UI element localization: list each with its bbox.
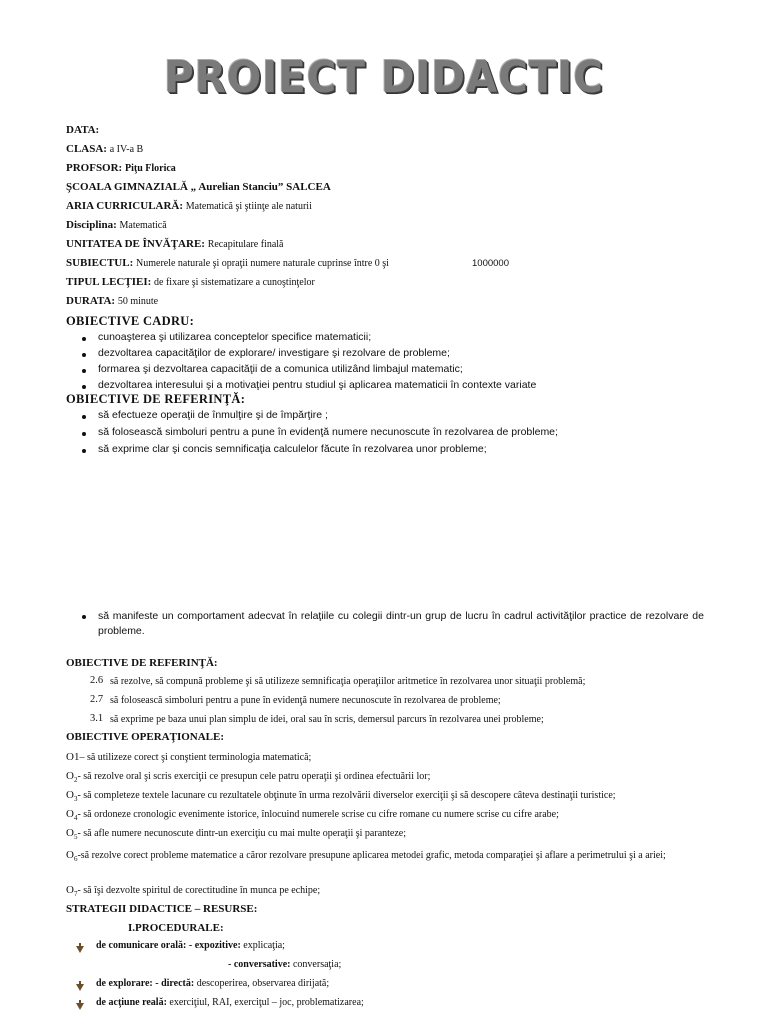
list-item-number: 2.6	[90, 675, 104, 686]
comunicare-orala-item: de comunicare orală: - expozitive: explicaţia;	[96, 940, 285, 951]
list-item: $O_3-$ să completeze textele lacunare cu rezultatele obţinute în urma rezolvării diverselor exerciţii şi să descopere câteva destinaţii turistice;	[66, 789, 616, 803]
durata-field: DURATA: 50 minute	[66, 295, 159, 307]
explorare-item: de explorare: - directă: descoperirea, observarea dirijată;	[96, 978, 330, 989]
bullet-icon	[82, 449, 86, 453]
list-item: $O_6-să$ rezolve corect probleme matematice a căror rezolvare presupune aplicarea metodei grafic, metoda comparaţiei şi aflare a perimetrului şi a ariei;	[66, 849, 666, 863]
list-item-number: 3.1	[90, 713, 104, 724]
list-item: să exprime pe baza unui plan simplu de idei, oral sau în scris, demersul parcurs în rezolvarea unei probleme;	[110, 714, 544, 725]
list-item: cunoaşterea şi utilizarea conceptelor specifice matematicii;	[98, 331, 372, 343]
list-item: formarea şi dezvoltarea capacităţii de a comunica utilizând limbajul matematic;	[98, 363, 463, 375]
procedurale-heading: I.PROCEDURALE:	[128, 922, 224, 934]
list-item-number: 2.7	[90, 694, 104, 705]
list-item: dezvoltarea capacităţilor de explorare/ investigare şi rezolvare de probleme;	[98, 347, 450, 359]
list-item: să exprime clar şi concis semnificaţia calculelor făcute în rezolvarea unor probleme;	[98, 443, 487, 455]
comportament-item: să manifeste un comportament adecvat în relaţiile cu colegii dintr-un grup de lucru în cadrul activităţilor practice de rezolvare de probleme.	[98, 610, 704, 637]
list-item: $O_4-$ să ordoneze cronologic evenimente istorice, înlocuind numerele scrise cu cifre romane cu numere scrise cu cifre arabe;	[66, 808, 559, 822]
obiective-referinta-2-heading: OBIECTIVE DE REFERINŢĂ:	[66, 657, 218, 669]
aria-field: ARIA CURRICULARĂ: Matematică şi ştiinţe ale naturii	[66, 200, 312, 212]
obiective-cadru-heading: OBIECTIVE CADRU:	[66, 314, 195, 328]
arrow-down-icon	[76, 1003, 84, 1010]
arrow-down-icon	[76, 984, 84, 991]
subiectul-number: 1000000	[472, 258, 509, 269]
clasa-field: CLASA: a IV-a B	[66, 143, 144, 155]
list-item: dezvoltarea interesului şi a motivaţiei pentru studiul şi aplicarea matematicii în contexte variate	[98, 379, 537, 391]
list-item: să efectueze operaţii de înmulţire şi de împărţire ;	[98, 409, 328, 421]
list-item: să rezolve, să compună probleme şi să utilizeze semnificaţia operaţiilor aritmetice în rezolvarea unor situaţii problemă;	[110, 676, 586, 687]
list-item: $O_2-$ să rezolve oral şi scris exerciţii ce presupun cele patru operaţii şi ordinea efectuării lor;	[66, 770, 431, 784]
bullet-icon	[82, 353, 86, 357]
bullet-icon	[82, 615, 86, 619]
profesor-field: PROFSOR: Piţu Florica	[66, 162, 176, 174]
unitatea-field: UNITATEA DE ÎNVĂŢARE: Recapitulare finală	[66, 238, 284, 250]
arrow-down-icon	[76, 946, 84, 953]
scoala-field: ŞCOALA GIMNAZIALĂ „ Aurelian Stanciu” SALCEA	[66, 181, 331, 193]
subiectul-field: SUBIECTUL: Numerele naturale şi opraţii numere naturale cuprinse între 0 şi	[66, 257, 389, 269]
bullet-icon	[82, 415, 86, 419]
strategii-heading: STRATEGII DIDACTICE – RESURSE:	[66, 903, 258, 915]
bullet-icon	[82, 385, 86, 389]
tipul-field: TIPUL LECŢIEI: de fixare şi sistematizare a cunoştinţelor	[66, 276, 315, 288]
conversative-item: - conversative: conversaţia;	[228, 959, 342, 970]
actiune-reala-item: de acţiune reală: exerciţiul, RAI, exerciţul – joc, problematizarea;	[96, 997, 364, 1008]
disciplina-field: Disciplina: Matematică	[66, 219, 167, 231]
list-item: să folosească simboluri pentru a pune în evidenţă numere necunoscute în rezolvarea de probleme;	[98, 426, 558, 438]
bullet-icon	[82, 337, 86, 341]
list-item: $O_5-$ să afle numere necunoscute dintr-un exerciţiu cu mai multe operaţii şi paranteze;	[66, 827, 407, 841]
data-field: DATA:	[66, 124, 100, 136]
list-item: să folosească simboluri pentru a pune în evidenţă numere necunoscute în rezolvarea de probleme;	[110, 695, 501, 706]
obiective-referinta-heading: OBIECTIVE DE REFERINŢĂ:	[66, 392, 246, 406]
list-item: $O_7-$ să îşi dezvolte spiritul de corectitudine în munca pe echipe;	[66, 884, 321, 898]
obiective-operationale-heading: OBIECTIVE OPERAŢIONALE:	[66, 731, 225, 743]
bullet-icon	[82, 432, 86, 436]
page-title: PROIECT DIDACTIC	[164, 52, 604, 103]
list-item: O1– să utilizeze corect şi conştient terminologia matematică;	[66, 751, 312, 763]
bullet-icon	[82, 369, 86, 373]
